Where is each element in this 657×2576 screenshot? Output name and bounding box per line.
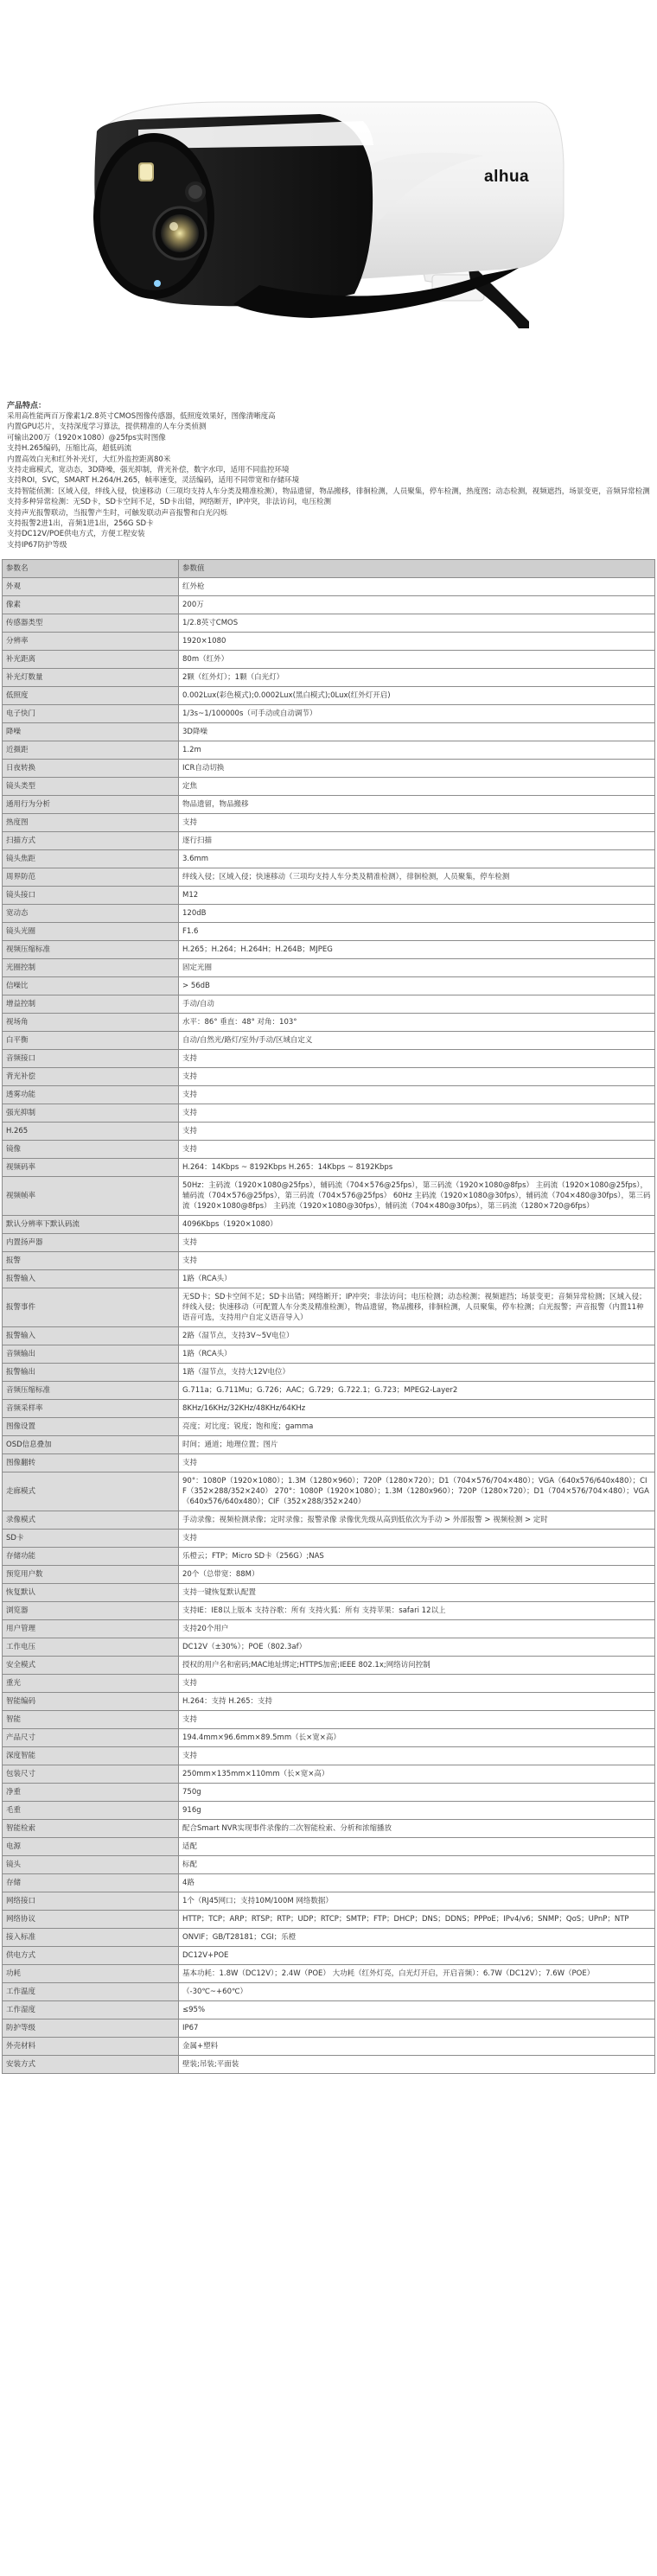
spec-row (3, 1838, 655, 1856)
spec-row (3, 1436, 655, 1454)
spec-value: 1.2m (179, 741, 655, 760)
spec-row (3, 1856, 655, 1874)
spec-key: 通用行为分析 (3, 796, 179, 814)
spec-row (3, 1947, 655, 1965)
spec-key: 报警 (3, 1252, 179, 1270)
spec-row (3, 814, 655, 832)
spec-value: 支持 (179, 1530, 655, 1548)
spec-table-body (3, 560, 655, 2074)
spec-row (3, 959, 655, 977)
spec-value: 手动录像；视频检测录像；定时录像；报警录像 录像优先级从高到低依次为手动 > 外部报警 > 视频检测 > 定时 (179, 1511, 655, 1530)
spec-row (3, 614, 655, 633)
spec-value: 120dB (179, 905, 655, 923)
spec-row (3, 941, 655, 959)
spec-key: 透雾功能 (3, 1086, 179, 1104)
spec-value: 授权的用户名和密码;MAC地址绑定;HTTPS加密;IEEE 802.1x;网络访问控制 (179, 1657, 655, 1675)
spec-value: 支持 (179, 1123, 655, 1141)
spec-key: 音频采样率 (3, 1400, 179, 1418)
spec-value: 水平：86° 垂直：48° 对角：103° (179, 1014, 655, 1032)
spec-key: 录像模式 (3, 1511, 179, 1530)
feature-line: 支持IP67防护等级 (7, 540, 67, 550)
spec-value: 配合Smart NVR实现事件录像的二次智能检索、分析和浓缩播放 (179, 1820, 655, 1838)
spec-key: 防护等级 (3, 2019, 179, 2038)
spec-key: 宽动态 (3, 905, 179, 923)
spec-row (3, 1050, 655, 1068)
spec-key: 热度图 (3, 814, 179, 832)
spec-row (3, 1159, 655, 1177)
spec-row (3, 1693, 655, 1711)
spec-row (3, 1657, 655, 1675)
spec-value: 250mm×135mm×110mm（长×宽×高） (179, 1765, 655, 1784)
spec-row (3, 1892, 655, 1911)
spec-row (3, 1364, 655, 1382)
spec-value: 4路 (179, 1874, 655, 1892)
spec-key: 走廊模式 (3, 1472, 179, 1511)
spec-key: 报警事件 (3, 1288, 179, 1327)
spec-value: 支持 (179, 1454, 655, 1472)
spec-value: 支持 (179, 1234, 655, 1252)
spec-value: ONVIF；GB/T28181；CGI；乐橙 (179, 1929, 655, 1947)
spec-value: 1920×1080 (179, 633, 655, 651)
spec-value: 壁装;吊装;平面装 (179, 2056, 655, 2074)
spec-row (3, 850, 655, 868)
spec-row (3, 1123, 655, 1141)
spec-value: 2颗（红外灯）；1颗（白光灯） (179, 669, 655, 687)
spec-key: 接入标准 (3, 1929, 179, 1947)
spec-value: 基本功耗：1.8W（DC12V）；2.4W（POE） 大功耗（红外灯亮，白光灯开启，开启音频）：6.7W（DC12V）；7.6W（POE） (179, 1965, 655, 1983)
spec-key: 电子快门 (3, 705, 179, 723)
spec-value: H.264：14Kbps ~ 8192Kbps H.265：14Kbps ~ 8192Kbps (179, 1159, 655, 1177)
spec-row (3, 1874, 655, 1892)
brand-logo: alhua (484, 168, 530, 186)
spec-value: 916g (179, 1802, 655, 1820)
spec-row (3, 1382, 655, 1400)
spec-value: 自动/自然光/路灯/室外/手动/区域自定义 (179, 1032, 655, 1050)
spec-header-key: 参数名 (3, 560, 179, 578)
feature-line: 支持H.265编码，压缩比高，超低码流 (7, 444, 132, 454)
spec-row (3, 1802, 655, 1820)
spec-key: 内置扬声器 (3, 1234, 179, 1252)
spec-row (3, 651, 655, 669)
spec-key: 周界防范 (3, 868, 179, 887)
spec-key: 镜头类型 (3, 778, 179, 796)
spec-key: 报警输入 (3, 1270, 179, 1288)
spec-key: 用户管理 (3, 1620, 179, 1638)
spec-row (3, 669, 655, 687)
spec-value: 90°：1080P（1920×1080）；1.3M（1280×960）；720P（1280×720）；D1（704×576/704×480）；VGA（640x576/640x480）；CIF（352×288/352×240） 270°：1080P（1920×1080）；1.3M（1280x960）；720P（1280×720）；D1（704×576/704×480）；VGA（640x576/640x480）；CIF（352×288/352×240） (179, 1472, 655, 1511)
spec-row (3, 905, 655, 923)
spec-row (3, 1511, 655, 1530)
spec-key: 补光灯数量 (3, 669, 179, 687)
spec-key: 智能检索 (3, 1820, 179, 1838)
spec-key: 扫描方式 (3, 832, 179, 850)
spec-value: 物品遗留，物品搬移 (179, 796, 655, 814)
spec-value: 3D降噪 (179, 723, 655, 741)
spec-row (3, 1177, 655, 1216)
spec-row (3, 1620, 655, 1638)
spec-value: 定焦 (179, 778, 655, 796)
feature-line: 支持DC12V/POE供电方式，方便工程安装 (7, 530, 145, 539)
spec-row (3, 1288, 655, 1327)
feature-line: 支持多种异常检测：无SD卡，SD卡空间不足，SD卡出错，网络断开，IP冲突，非法访问，电压检测 (7, 498, 331, 507)
spec-key: 视频帧率 (3, 1177, 179, 1216)
spec-key: 功耗 (3, 1965, 179, 1983)
spec-value: 金属+塑料 (179, 2038, 655, 2056)
spec-row (3, 1820, 655, 1838)
spec-row (3, 633, 655, 651)
spec-value: ICR自动切换 (179, 760, 655, 778)
spec-key: 网络接口 (3, 1892, 179, 1911)
spec-key: 浏览器 (3, 1602, 179, 1620)
spec-value: 支持 (179, 1747, 655, 1765)
spec-value: 4096Kbps（1920×1080） (179, 1216, 655, 1234)
spec-row (3, 1454, 655, 1472)
spec-value: 8KHz/16KHz/32KHz/48KHz/64KHz (179, 1400, 655, 1418)
spec-key: 分辨率 (3, 633, 179, 651)
spec-value: 支持一键恢复默认配置 (179, 1584, 655, 1602)
product-features (0, 398, 657, 550)
spec-key: 包装尺寸 (3, 1765, 179, 1784)
spec-value: M12 (179, 887, 655, 905)
spec-value: DC12V+POE (179, 1947, 655, 1965)
spec-key: H.265 (3, 1123, 179, 1141)
spec-row (3, 2001, 655, 2019)
spec-value: 红外枪 (179, 578, 655, 596)
spec-row (3, 1747, 655, 1765)
spec-key: 光圈控制 (3, 959, 179, 977)
feature-line: 采用高性能两百万像素1/2.8英寸CMOS图像传感器，低照度效果好，图像清晰度高 (7, 412, 276, 421)
spec-key: 产品尺寸 (3, 1729, 179, 1747)
spec-key: 供电方式 (3, 1947, 179, 1965)
spec-row (3, 1548, 655, 1566)
feature-line: 支持智能侦测：区域入侵，绊线入侵，快速移动（三项均支持人车分类及精准检测），物品遗留，物品搬移，徘徊检测，人员聚集，停车检测，热度图；动态检测，视频遮挡，场景变更，音频异常检测 (7, 487, 650, 496)
spec-key: 工作温度 (3, 1983, 179, 2001)
spec-value: 1路（RCA头） (179, 1345, 655, 1364)
spec-row (3, 1141, 655, 1159)
spec-row (3, 1216, 655, 1234)
spec-value: > 56dB (179, 977, 655, 995)
spec-row (3, 1068, 655, 1086)
spec-value: DC12V（±30%）；POE（802.3af） (179, 1638, 655, 1657)
spec-row (3, 1086, 655, 1104)
spec-value: 固定光圈 (179, 959, 655, 977)
spec-header-row (3, 560, 655, 578)
spec-row (3, 1472, 655, 1511)
spec-value: 1路（湿节点，支持大12V电位） (179, 1364, 655, 1382)
spec-key: 镜头光圈 (3, 923, 179, 941)
spec-table (2, 559, 655, 2074)
spec-value: H.265；H.264；H.264H；H.264B；MJPEG (179, 941, 655, 959)
spec-key: 智能编码 (3, 1693, 179, 1711)
feature-line: 支持报警2进1出，音频1进1出，256G SD卡 (7, 519, 154, 529)
spec-key: 音频输出 (3, 1345, 179, 1364)
features-list (7, 411, 650, 550)
feature-line: 可输出200万（1920×1080）@25fps实时图像 (7, 433, 166, 442)
spec-row (3, 687, 655, 705)
spec-value: 无SD卡；SD卡空间不足；SD卡出错；网络断开；IP冲突；非法访问；电压检测；动态检测；视频遮挡；场景变更；音频异常检测；区域入侵；绊线入侵；快速移动（可配置人车分类及精准检测），物品遗留，物品搬移，徘徊检测，人员聚集，停车检测；白光报警；声音报警（内置11种语音可选，支持用户自定义语音导入） (179, 1288, 655, 1327)
spec-key: 存储功能 (3, 1548, 179, 1566)
spec-row (3, 741, 655, 760)
spec-row (3, 1234, 655, 1252)
spec-key: 视频码率 (3, 1159, 179, 1177)
spec-row (3, 1104, 655, 1123)
spec-row (3, 760, 655, 778)
spec-value: ≤95% (179, 2001, 655, 2019)
spec-key: 增益控制 (3, 995, 179, 1014)
bullet-camera-illustration (0, 0, 657, 398)
spec-key: 外观 (3, 578, 179, 596)
spec-header-value: 参数值 (179, 560, 655, 578)
spec-value: 支持 (179, 1068, 655, 1086)
spec-value: 适配 (179, 1838, 655, 1856)
spec-value: 200万 (179, 596, 655, 614)
spec-key: 镜像 (3, 1141, 179, 1159)
spec-row (3, 1965, 655, 1983)
spec-key: 图像设置 (3, 1418, 179, 1436)
spec-row (3, 868, 655, 887)
spec-row (3, 1252, 655, 1270)
spec-row (3, 1729, 655, 1747)
spec-key: 报警输入 (3, 1327, 179, 1345)
spec-row (3, 995, 655, 1014)
feature-line: 内置GPU芯片，支持深度学习算法，提供精准的人车分类侦测 (7, 423, 207, 432)
spec-value: 3.6mm (179, 850, 655, 868)
spec-row (3, 1032, 655, 1050)
spec-row (3, 1566, 655, 1584)
feature-line: 支持走廊模式，宽动态，3D降噪，强光抑制，背光补偿，数字水印，适用不同监控环境 (7, 466, 290, 475)
spec-row (3, 705, 655, 723)
spec-key: 白平衡 (3, 1032, 179, 1050)
spec-value: 50Hz：主码流（1920×1080@25fps），辅码流（704×576@25fps），第三码流（1920×1080@8fps） 主码流（1920×1080@25fps），辅码流（704×576@25fps），第三码流（704×576@25fps） 60Hz 主码流（1920×1080@30fps），辅码流（704×480@30fps），第三码流（1920×1080@8fps） 主码流（1920×1080@30fps），辅码流（704×480@30fps），第三码流（1280×720@6fps） (179, 1177, 655, 1216)
spec-value: 2路（湿节点，支持3V~5V电位） (179, 1327, 655, 1345)
spec-value: 支持 (179, 1675, 655, 1693)
spec-key: 图像翻转 (3, 1454, 179, 1472)
spec-value: 支持 (179, 1050, 655, 1068)
spec-key: 安全模式 (3, 1657, 179, 1675)
spec-value: 乐橙云；FTP；Micro SD卡（256G）;NAS (179, 1548, 655, 1566)
spec-key: 存储 (3, 1874, 179, 1892)
spec-value: 手动/自动 (179, 995, 655, 1014)
spec-row (3, 1983, 655, 2001)
spec-row (3, 1345, 655, 1364)
spec-row (3, 1784, 655, 1802)
spec-value: 支持 (179, 1086, 655, 1104)
spec-row (3, 1711, 655, 1729)
spec-key: 净重 (3, 1784, 179, 1802)
spec-value: 20个（总带宽：88M） (179, 1566, 655, 1584)
spec-key: 智能 (3, 1711, 179, 1729)
spec-value: 支持IE：IE8以上版本 支持谷歌：所有 支持火狐：所有 支持苹果：safari 12以上 (179, 1602, 655, 1620)
spec-value: （-30℃~+60℃） (179, 1983, 655, 2001)
spec-value: 绊线入侵；区域入侵；快速移动（三项均支持人车分类及精准检测），徘徊检测，人员聚集，停车检测 (179, 868, 655, 887)
spec-key: 默认分辨率下默认码流 (3, 1216, 179, 1234)
spec-key: 降噪 (3, 723, 179, 741)
spec-value: 80m（红外） (179, 651, 655, 669)
feature-line: 支持声光报警联动，当报警产生时，可触发联动声音报警和白光闪烁 (7, 508, 228, 518)
spec-value: 支持 (179, 1104, 655, 1123)
spec-key: SD卡 (3, 1530, 179, 1548)
spec-row (3, 832, 655, 850)
spec-key: 重光 (3, 1675, 179, 1693)
spec-key: 毛重 (3, 1802, 179, 1820)
spec-row (3, 596, 655, 614)
spec-key: 近摄距 (3, 741, 179, 760)
spec-key: 外壳材料 (3, 2038, 179, 2056)
spec-value: 支持 (179, 814, 655, 832)
spec-key: 音频压缩标准 (3, 1382, 179, 1400)
spec-value: H.264：支持 H.265：支持 (179, 1693, 655, 1711)
spec-value: 逐行扫描 (179, 832, 655, 850)
spec-key: 补光距离 (3, 651, 179, 669)
spec-key: 日夜转换 (3, 760, 179, 778)
spec-value: 1/3s~1/100000s（可手动或自动调节） (179, 705, 655, 723)
spec-row (3, 1929, 655, 1947)
spec-key: 低照度 (3, 687, 179, 705)
spec-value: G.711a；G.711Mu；G.726；AAC；G.729；G.722.1；G.723；MPEG2-Layer2 (179, 1382, 655, 1400)
spec-key: OSD信息叠加 (3, 1436, 179, 1454)
spec-row (3, 2038, 655, 2056)
spec-value: 1/2.8英寸CMOS (179, 614, 655, 633)
spec-key: 报警输出 (3, 1364, 179, 1382)
spec-row (3, 1327, 655, 1345)
spec-row (3, 1584, 655, 1602)
spec-row (3, 1418, 655, 1436)
spec-key: 工作湿度 (3, 2001, 179, 2019)
spec-key: 视频压缩标准 (3, 941, 179, 959)
spec-row (3, 923, 655, 941)
spec-row (3, 1602, 655, 1620)
spec-key: 镜头 (3, 1856, 179, 1874)
product-image (0, 0, 657, 398)
spec-row (3, 1270, 655, 1288)
spec-value: 194.4mm×96.6mm×89.5mm（长×宽×高） (179, 1729, 655, 1747)
spec-value: 时间；通道；地理位置；图片 (179, 1436, 655, 1454)
spec-value: 1个（RJ45网口；支持10M/100M 网络数据） (179, 1892, 655, 1911)
spec-row (3, 1911, 655, 1929)
spec-value: 支持 (179, 1252, 655, 1270)
spec-key: 像素 (3, 596, 179, 614)
spec-row (3, 1638, 655, 1657)
spec-row (3, 2056, 655, 2074)
spec-key: 恢复默认 (3, 1584, 179, 1602)
spec-row (3, 578, 655, 596)
spec-key: 预览用户数 (3, 1566, 179, 1584)
spec-key: 视场角 (3, 1014, 179, 1032)
spec-row (3, 2019, 655, 2038)
spec-value: HTTP；TCP；ARP；RTSP；RTP；UDP；RTCP；SMTP；FTP；DHCP；DNS；DDNS；PPPoE；IPv4/v6；SNMP；QoS；UPnP；NTP (179, 1911, 655, 1929)
feature-line: 支持ROI，SVC，SMART H.264/H.265，帧率速变，灵活编码，适用不同带宽和存储环境 (7, 476, 300, 486)
spec-row (3, 1014, 655, 1032)
spec-key: 网络协议 (3, 1911, 179, 1929)
features-title: 产品特点： (7, 402, 47, 410)
spec-key: 镜头接口 (3, 887, 179, 905)
spec-key: 强光抑制 (3, 1104, 179, 1123)
spec-row (3, 778, 655, 796)
spec-value: 支持 (179, 1711, 655, 1729)
spec-key: 信噪比 (3, 977, 179, 995)
spec-key: 深度智能 (3, 1747, 179, 1765)
spec-key: 传感器类型 (3, 614, 179, 633)
spec-value: 支持20个用户 (179, 1620, 655, 1638)
spec-key: 音频接口 (3, 1050, 179, 1068)
spec-row (3, 1675, 655, 1693)
spec-row (3, 887, 655, 905)
spec-row (3, 977, 655, 995)
spec-value: 0.002Lux(彩色模式);0.0002Lux(黑白模式);0Lux(红外灯开启) (179, 687, 655, 705)
spec-value: IP67 (179, 2019, 655, 2038)
spec-key: 电源 (3, 1838, 179, 1856)
spec-row (3, 1530, 655, 1548)
spec-key: 安装方式 (3, 2056, 179, 2074)
spec-row (3, 1765, 655, 1784)
spec-value: 750g (179, 1784, 655, 1802)
spec-key: 工作电压 (3, 1638, 179, 1657)
spec-value: F1.6 (179, 923, 655, 941)
spec-row (3, 1400, 655, 1418)
spec-value: 支持 (179, 1141, 655, 1159)
spec-value: 亮度；对比度；锐度；饱和度；gamma (179, 1418, 655, 1436)
spec-row (3, 723, 655, 741)
spec-value: 标配 (179, 1856, 655, 1874)
spec-value: 1路（RCA头） (179, 1270, 655, 1288)
spec-key: 镜头焦距 (3, 850, 179, 868)
spec-key: 背光补偿 (3, 1068, 179, 1086)
feature-line: 内置高效白光和红外补光灯，大红外监控距离80米 (7, 455, 171, 464)
spec-row (3, 796, 655, 814)
